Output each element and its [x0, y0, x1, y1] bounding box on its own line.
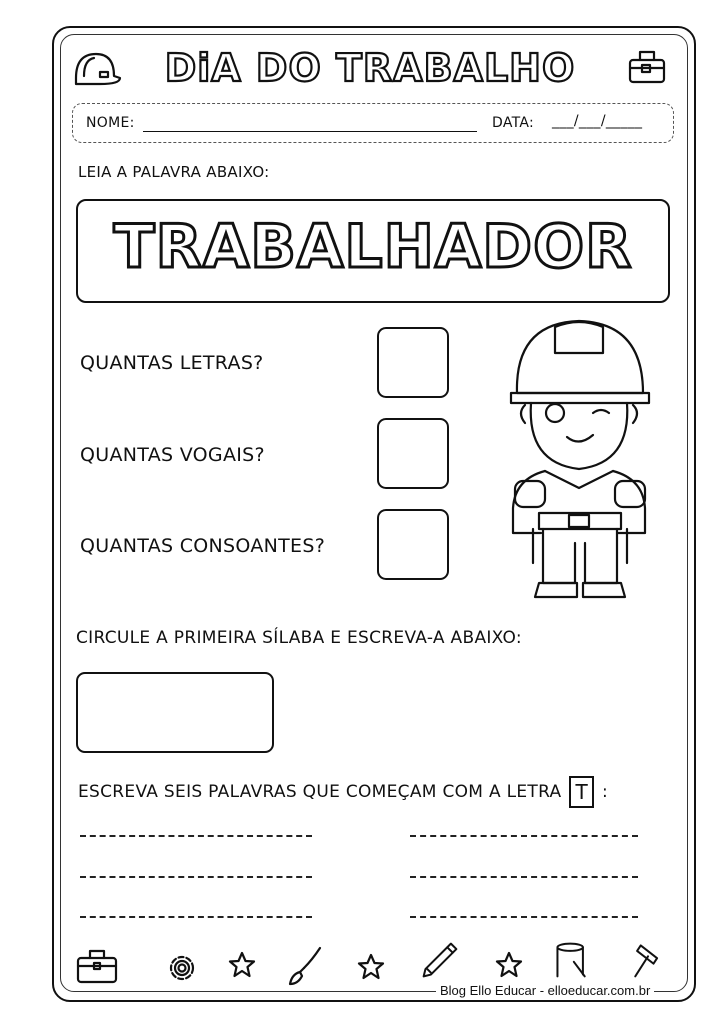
answer-box-vowels[interactable]: [377, 418, 449, 489]
write-instruction-text: ESCREVA SEIS PALAVRAS QUE COMEÇAM COM A LETRA: [78, 782, 562, 802]
pencil-icon: [418, 940, 462, 980]
toolbox-icon: [626, 46, 670, 86]
paintbrush-icon: [284, 944, 324, 988]
hammer-icon: [626, 940, 670, 980]
answer-box-consonants[interactable]: [377, 509, 449, 580]
paint-bucket-icon: [550, 940, 594, 980]
answer-box-letters[interactable]: [377, 327, 449, 398]
write-line-4[interactable]: [410, 876, 638, 878]
write-line-5[interactable]: [80, 916, 312, 918]
question-vowels: QUANTAS VOGAIS?: [80, 444, 265, 466]
footer-credit: Blog Ello Educar - elloeducar.com.br: [436, 983, 654, 998]
syllable-answer-box[interactable]: [76, 672, 274, 753]
read-instruction: LEIA A PALAVRA ABAIXO:: [78, 163, 270, 181]
date-field[interactable]: ___/___/_____: [552, 113, 643, 129]
syllable-instruction: CIRCULE A PRIMEIRA SÍLABA E ESCREVA-A ABAIXO:: [76, 628, 522, 648]
gear-icon: [164, 950, 200, 986]
name-field[interactable]: [143, 131, 477, 132]
write-instruction: [78, 776, 608, 808]
target-word: TRABALHADOR: [113, 212, 633, 282]
letter-box: T: [569, 776, 594, 808]
question-consonants: QUANTAS CONSOANTES?: [80, 535, 326, 557]
star-icon: [227, 950, 257, 980]
write-line-3[interactable]: [80, 876, 312, 878]
name-label: NOME:: [86, 115, 135, 131]
toolbox-icon: [74, 946, 120, 986]
hard-hat-icon: [70, 48, 122, 88]
star-icon: [356, 952, 386, 982]
worker-illustration: [505, 313, 655, 608]
write-line-1[interactable]: [80, 835, 312, 837]
date-label: DATA:: [492, 115, 535, 131]
write-line-2[interactable]: [410, 835, 638, 837]
worksheet-title: DiA DO TRABALHO: [164, 46, 576, 90]
write-colon: :: [601, 782, 609, 802]
question-letters: QUANTAS LETRAS?: [80, 352, 264, 374]
star-icon: [494, 950, 524, 980]
write-line-6[interactable]: [410, 916, 638, 918]
